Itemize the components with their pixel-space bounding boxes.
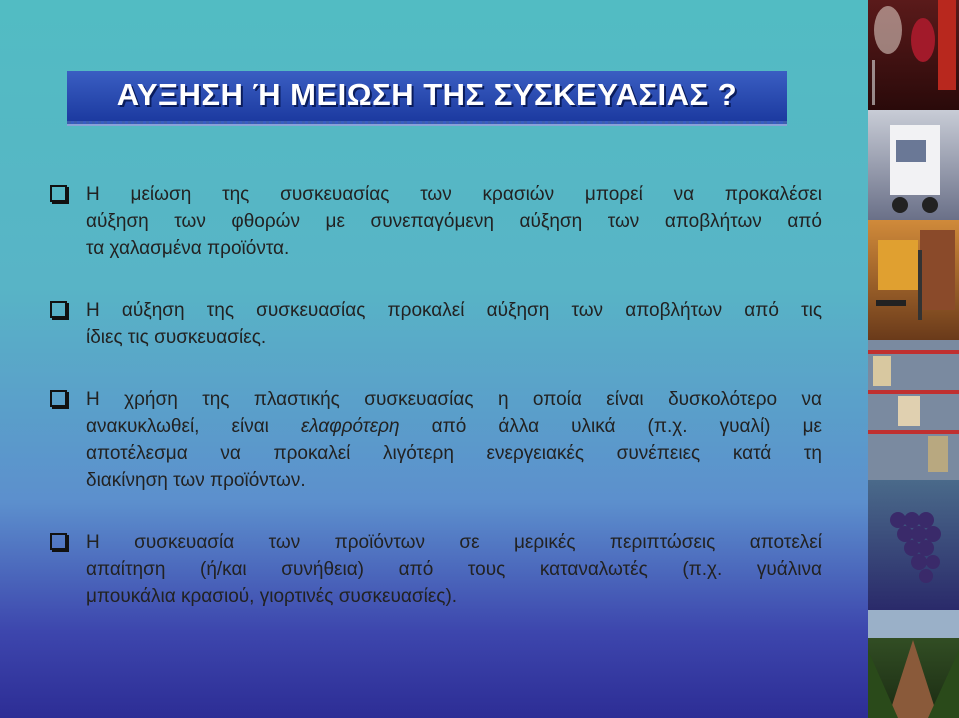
title-banner	[67, 71, 787, 124]
bullet-text-line: Η αύξηση της συσκευασίας προκαλεί αύξηση των αποβλήτων από τις	[86, 300, 822, 321]
bullet-text-line	[86, 413, 822, 440]
bullet-text-line: τα χαλασμένα προϊόντα.	[86, 238, 290, 259]
bullet-text-line: Η μείωση της συσκευασίας των κρασιών μπορεί να προκαλέσει	[86, 184, 822, 205]
italic-term: ελαφρότερη	[300, 416, 400, 437]
text-segment: ανακυκλωθεί, είναι	[86, 416, 301, 437]
bullet-text-line: Η χρήση της πλαστικής συσκευασίας η οποία είναι δυσκολότερο να	[86, 389, 822, 410]
bullet-item	[50, 181, 822, 262]
checkbox-square-icon	[50, 301, 67, 318]
checkbox-square-icon	[50, 390, 67, 407]
bullet-text-line: διακίνηση των προϊόντων.	[86, 470, 306, 491]
slide-title: ΑΥΞΗΣΗ Ή ΜΕΙΩΣΗ ΤΗΣ ΣΥΣΚΕΥΑΣΙΑΣ ?	[116, 77, 738, 112]
bullet-list	[50, 181, 822, 610]
bullet-item	[50, 297, 822, 351]
bullet-text-line: μπουκάλια κρασιού, γιορτινές συσκευασίες).	[86, 586, 458, 607]
bullet-item	[50, 386, 822, 494]
checkbox-square-icon	[50, 185, 67, 202]
bullet-text-line: αποτέλεσμα να προκαλεί λιγότερη ενεργειακές συνέπειες κατά τη	[86, 443, 822, 464]
text-segment: από άλλα υλικά (π.χ. γυαλί) με	[399, 416, 822, 437]
bullet-text-line: Η συσκευασία των προϊόντων σε μερικές περιπτώσεις αποτελεί	[86, 532, 822, 553]
bullet-item	[50, 529, 822, 610]
decorative-photo-collage	[868, 0, 959, 718]
photo-collage-image	[868, 0, 959, 718]
bullet-text-line: ίδιες τις συσκευασίες.	[86, 327, 267, 348]
bullet-text-line: αύξηση των φθορών με συνεπαγόμενη αύξηση των αποβλήτων από	[86, 211, 822, 232]
bullet-text-line: απαίτηση (ή/και συνήθεια) από τους καταναλωτές (π.χ. γυάλινα	[86, 559, 822, 580]
checkbox-square-icon	[50, 533, 67, 550]
